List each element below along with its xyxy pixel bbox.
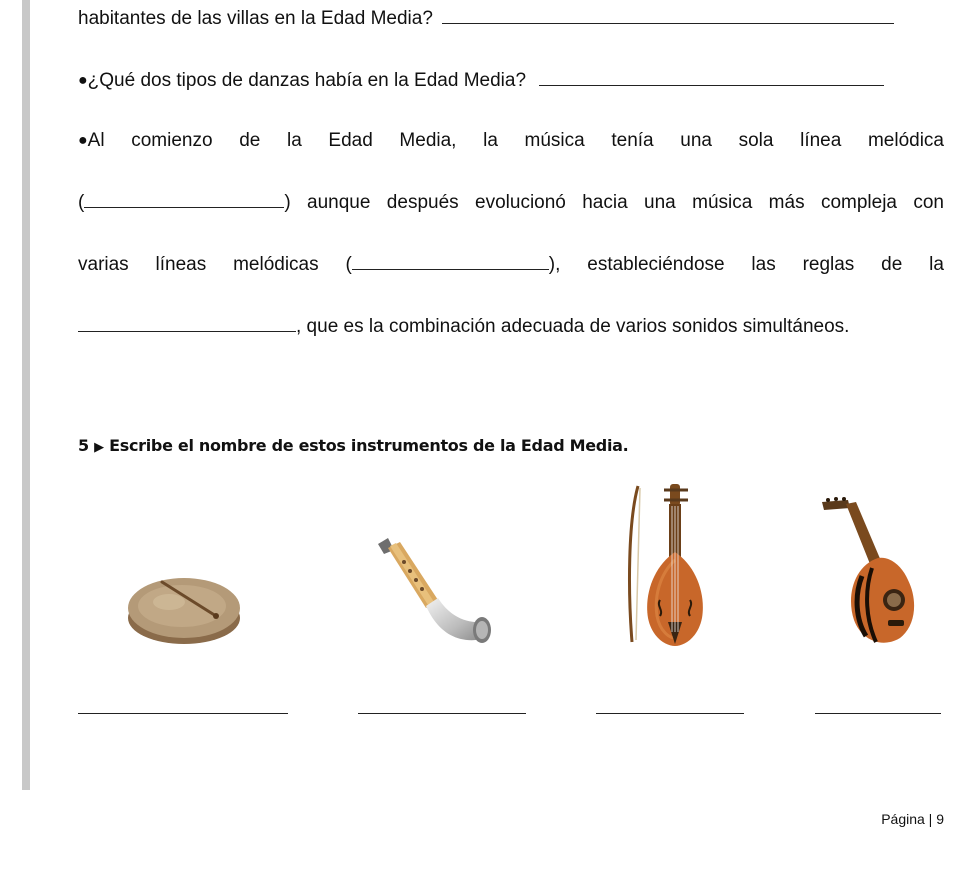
question-villas-text: habitantes de las villas en la Edad Media?: [78, 8, 433, 29]
paragraph-word: estableciéndose: [587, 254, 725, 275]
rebec-fiddle-image: [624, 482, 714, 650]
bullet-icon: ●: [78, 72, 88, 89]
paragraph-word: sola: [738, 130, 774, 151]
paragraph-word: líneas: [155, 254, 207, 275]
oud-lute-image: [818, 496, 918, 650]
paragraph-word: la: [929, 254, 944, 275]
bullet-icon: ●: [78, 132, 88, 149]
paragraph-word: tenía: [611, 130, 654, 151]
arrow-icon: ▶: [94, 440, 104, 455]
paragraph-word: melódicas: [233, 254, 319, 275]
paragraph-word: la: [286, 130, 302, 151]
exercise-number: 5: [78, 436, 89, 455]
blank-group: ( ),: [345, 254, 561, 275]
paragraph-word: ●Al: [78, 130, 105, 151]
answer-line-instrument-3[interactable]: [596, 713, 744, 714]
paragraph-word: una: [680, 130, 712, 151]
answer-line-instrument-4[interactable]: [815, 713, 941, 714]
paragraph-word: reglas: [802, 254, 855, 275]
answer-line-instrument-2[interactable]: [358, 713, 526, 714]
paragraph-line-2-text: ) aunque después evolucionó hacia una música más compleja con: [284, 192, 944, 213]
paragraph-word: música: [524, 130, 585, 151]
left-margin-rule: [22, 0, 30, 790]
paragraph-word: Media,: [399, 130, 457, 151]
question-dances-line: [78, 68, 944, 93]
paragraph-word: Edad: [328, 130, 373, 151]
paragraph-line-3: [78, 252, 944, 277]
paragraph-line-1: [78, 129, 944, 153]
paragraph-word: de: [881, 254, 903, 275]
paragraph-line-2: [78, 190, 944, 215]
open-paren: (: [78, 192, 85, 213]
answer-blank-dances[interactable]: [539, 68, 884, 86]
horn-pipe-image: [372, 532, 498, 650]
paragraph-word: las: [751, 254, 776, 275]
paragraph-line-4-text: , que es la combinación adecuada de varios sonidos simultáneos.: [296, 316, 850, 337]
paragraph-word: línea: [800, 130, 842, 151]
question-villas-line: [78, 6, 944, 31]
answer-blank-harmony[interactable]: [78, 314, 296, 332]
paragraph-word: la: [483, 130, 498, 151]
paragraph-word: comienzo: [131, 130, 213, 151]
answer-line-instrument-1[interactable]: [78, 713, 288, 714]
page-number: Página | 9: [881, 811, 944, 827]
frame-drum-image: [124, 568, 244, 652]
paragraph-line-4: [78, 314, 944, 339]
answer-blank-monophony[interactable]: [84, 190, 284, 208]
paragraph-word: varias: [78, 254, 129, 275]
paragraph-word: melódica: [867, 130, 944, 151]
paragraph-word: de: [239, 130, 261, 151]
question-dances-text: ¿Qué dos tipos de danzas había en la Edad Media?: [87, 70, 527, 91]
answer-blank-polyphony[interactable]: [352, 252, 549, 270]
answer-blank-villas[interactable]: [442, 6, 894, 24]
exercise-title: Escribe el nombre de estos instrumentos de la Edad Media.: [109, 436, 629, 455]
exercise-5-heading: [78, 436, 628, 455]
